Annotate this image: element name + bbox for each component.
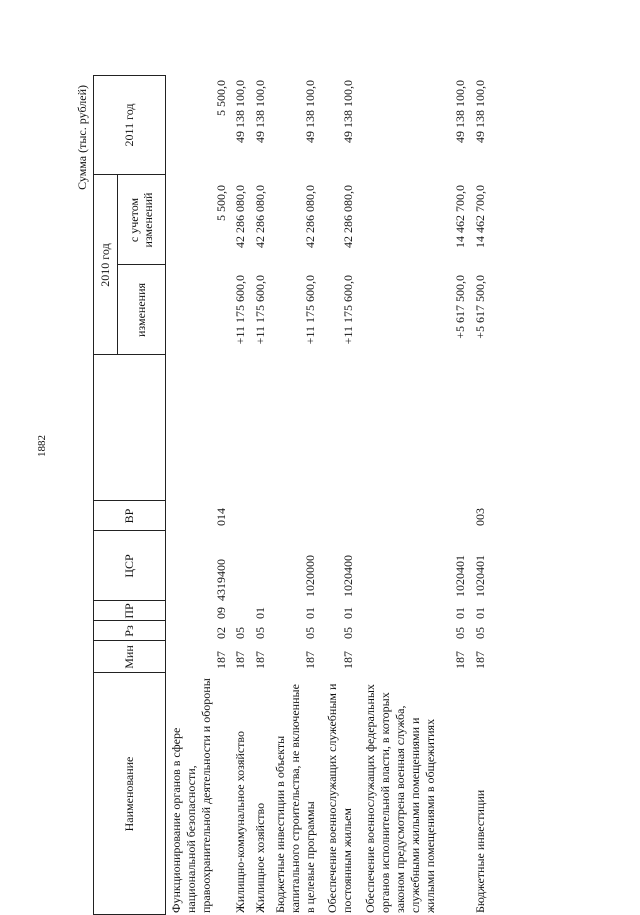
row-2-name: Жилищно-коммунальное хозяйство — [233, 730, 247, 913]
row-7-rz: 05 — [473, 627, 487, 639]
row-6-with-changes: 14 462 700,0 — [453, 185, 467, 248]
row-5-pr: 01 — [341, 607, 355, 619]
row-1-year-2011: 5 500,0 — [214, 80, 228, 116]
row-5-rz: 05 — [341, 627, 355, 639]
row-4-min: 187 — [303, 651, 317, 669]
row-7-min: 187 — [473, 651, 487, 669]
row-5-year-2011: 49 138 100,0 — [341, 80, 355, 143]
budget-table — [93, 75, 493, 915]
header-changes: изменения — [134, 282, 148, 338]
row-1-pr: 09 — [214, 607, 228, 619]
row-5-csr: 1020400 — [341, 555, 355, 597]
row-3-year-2011: 49 138 100,0 — [253, 80, 267, 143]
row-3-changes: +11 175 600,0 — [253, 275, 267, 345]
row-7-csr: 1020401 — [473, 555, 487, 597]
row-1-csr: 4319400 — [214, 559, 228, 601]
page-number: 1882 — [36, 435, 48, 457]
row-2-with-changes: 42 286 080,0 — [233, 185, 247, 248]
row-6-year-2011: 49 138 100,0 — [453, 80, 467, 143]
row-5-name: Обеспечение военнослужащих служебным и постоянным жильем — [325, 683, 354, 913]
row-6-changes: +5 617 500,0 — [453, 275, 467, 339]
row-7-vr: 003 — [473, 508, 487, 526]
header-min: Мин — [122, 645, 136, 669]
header-bottom-rule — [165, 75, 166, 915]
row-7-changes: +5 617 500,0 — [473, 275, 487, 339]
header-rz: Рз — [122, 625, 136, 637]
row-4-rz: 05 — [303, 627, 317, 639]
row-3-min: 187 — [253, 651, 267, 669]
header-name: Наименование — [122, 756, 136, 832]
row-6-rz: 05 — [453, 627, 467, 639]
row-3-name: Жилищное хозяйство — [253, 802, 267, 913]
row-4-year-2011: 49 138 100,0 — [303, 80, 317, 143]
row-4-changes: +11 175 600,0 — [303, 275, 317, 345]
row-1-min: 187 — [214, 651, 228, 669]
row-7-pr: 01 — [473, 607, 487, 619]
header-csr: ЦСР — [122, 554, 136, 578]
row-3-with-changes: 42 286 080,0 — [253, 185, 267, 248]
row-6-pr: 01 — [453, 607, 467, 619]
row-4-csr: 1020000 — [303, 555, 317, 597]
row-7-year-2011: 49 138 100,0 — [473, 80, 487, 143]
row-4-with-changes: 42 286 080,0 — [303, 185, 317, 248]
row-4-pr: 01 — [303, 607, 317, 619]
header-vr: ВР — [122, 508, 136, 524]
row-7-with-changes: 14 462 700,0 — [473, 185, 487, 248]
header-year-2010: 2010 год — [98, 243, 112, 287]
row-1-vr: 014 — [214, 508, 228, 526]
row-2-min: 187 — [233, 651, 247, 669]
row-4-name: Бюджетные инвестиции в объекты капитального строительства, не включенные в целевые программы — [273, 684, 317, 913]
row-3-pr: 01 — [253, 607, 267, 619]
header-with-changes: с учетом изменений — [127, 192, 155, 248]
header-year-2011: 2011 год — [122, 103, 136, 147]
row-6-csr: 1020401 — [453, 555, 467, 597]
row-6-name: Обеспечение военнослужащих федеральных органов исполнительной власти, в которых законом предусмотрена военная служба, служебными жилыми помещениями и жилыми помещениями в общежитиях — [363, 684, 437, 913]
row-1-name: Функционирование органов в сфере национальной безопасности, правоохранительной деятельности и обороны — [169, 678, 213, 913]
header-pr: ПР — [122, 603, 136, 619]
row-5-changes: +11 175 600,0 — [341, 275, 355, 345]
budget-table-sheet — [75, 75, 495, 915]
row-5-min: 187 — [341, 651, 355, 669]
row-2-year-2011: 49 138 100,0 — [233, 80, 247, 143]
units-note: Сумма (тыс. рублей) — [75, 85, 89, 190]
row-6-min: 187 — [453, 651, 467, 669]
row-5-with-changes: 42 286 080,0 — [341, 185, 355, 248]
row-2-changes: +11 175 600,0 — [233, 275, 247, 345]
row-3-rz: 05 — [253, 627, 267, 639]
row-2-rz: 05 — [233, 627, 247, 639]
row-7-name: Бюджетные инвестиции — [473, 789, 487, 913]
row-1-with-changes: 5 500,0 — [214, 185, 228, 221]
row-1-rz: 02 — [214, 627, 228, 639]
